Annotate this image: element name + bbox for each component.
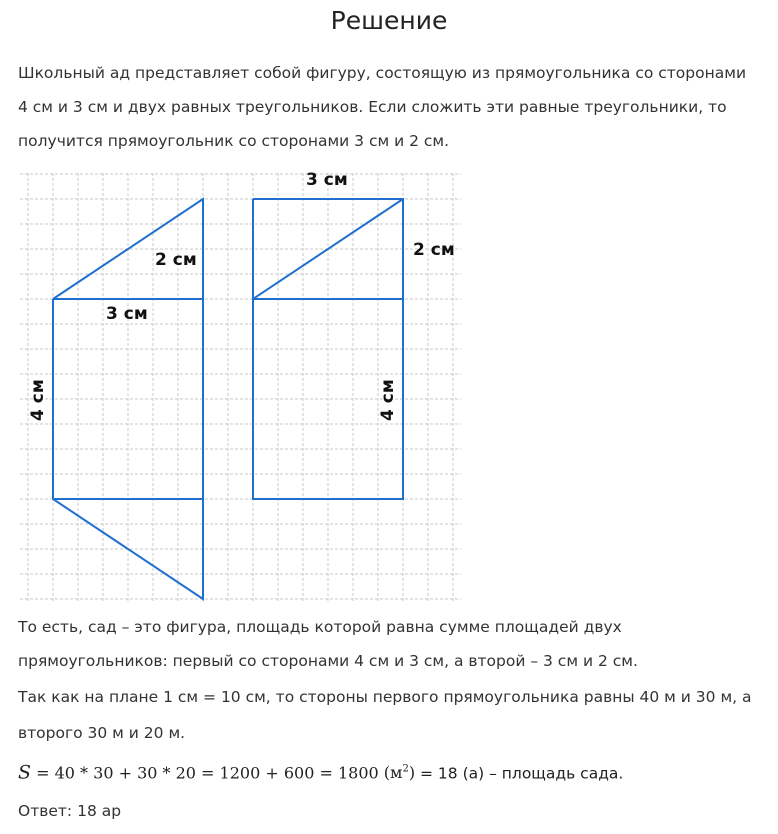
left-top-side-label: 2 см (155, 250, 197, 270)
right-top-side-label: 3 см (306, 170, 348, 190)
explanation-line-1: То есть, сад – это фигура, площадь которой равна сумме площадей двух (18, 618, 622, 636)
answer: Ответ: 18 ар (18, 802, 122, 820)
intro-line-2: 4 см и 3 см и двух равных треугольников. Если сложить эти равные треугольники, то (18, 98, 727, 116)
area-formula (18, 752, 623, 791)
page-title: Решение (330, 6, 448, 35)
left-side-label: 4 см (28, 379, 48, 421)
left-middle-side-label: 3 см (106, 304, 148, 324)
explanation-line-3: Так как на плане 1 см = 10 см, то стороны первого прямоугольника равны 40 м и 30 м, а (18, 688, 752, 706)
intro-line-1: Школьный ад представляет собой фигуру, состоящую из прямоугольника со сторонами (18, 64, 747, 82)
right-upper-side-label: 2 см (413, 240, 455, 260)
explanation-line-4: второго 30 м и 20 м. (18, 724, 186, 742)
formula-unit: $(м^2)$ (383, 763, 416, 783)
formula-variable: S (18, 761, 32, 784)
formula-expression: = 40 * 30 + 30 * 20 = 1200 + 600 = 1800 (31, 763, 384, 783)
intro-line-3: получится прямоугольник со сторонами 3 см и 2 см. (18, 132, 450, 150)
right-lower-side-label: 4 см (378, 379, 398, 421)
explanation-line-2: прямоугольников: первый со сторонами 4 см и 3 см, а второй – 3 см и 2 см. (18, 652, 638, 670)
formula-result: = 18 (а) – площадь сада. (415, 764, 624, 783)
